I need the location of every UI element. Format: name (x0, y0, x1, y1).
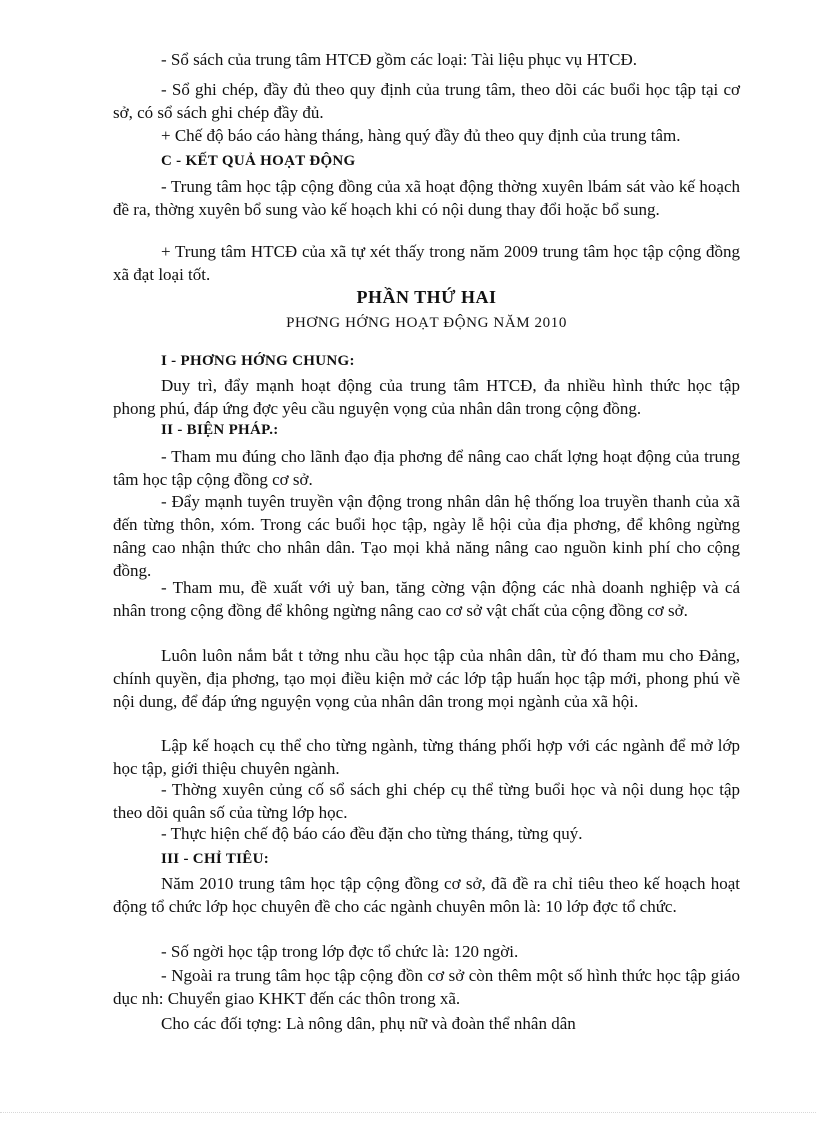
heading-measures: II - BIỆN PHÁP.: (161, 422, 279, 438)
paragraph-target-groups: Cho các đối tợng: Là nông dân, phụ nữ và đoàn thể nhân dân (161, 1014, 576, 1033)
part-two-title: PHẦN THỨ HAI (356, 287, 497, 307)
paragraph-other-forms: - Ngoài ra trung tâm học tập cộng đồn cơ sở còn thêm một số hình thức học tập giáo dục nh: Chuyển giao KHKT đến các thôn trong xã. (113, 966, 740, 1008)
paragraph-propaganda: - Đẩy mạnh tuyên truyền vận động trong nhân dân hệ thống loa truyền thanh của xã đến từng thôn, xóm. Trong các buổi học tập, ngày lễ hội của địa phơng, để không ngừng nâng cao nhận thức cho nhân dân. Tạo mọi khả năng nâng cao nguồn kinh phí cho cộng đồng. (113, 492, 740, 580)
paragraph-records-notes: - Sổ ghi chép, đầy đủ theo quy định của trung tâm, theo dõi các buổi học tập tại cơ sở, có sổ sách ghi chép đầy đủ. (113, 80, 740, 122)
paragraph-records-types: - Sổ sách của trung tâm HTCĐ gồm các loại: Tài liệu phục vụ HTCĐ. (161, 50, 638, 69)
paragraph-general-direction: Duy trì, đẩy mạnh hoạt động của trung tâm HTCĐ, đa nhiều hình thức học tập phong phú, đáp ứng đợc yêu cầu nguyện vọng của nhân dân trong cộng đồng. (113, 376, 740, 418)
paragraph-consolidate-records: - Thờng xuyên củng cố sổ sách ghi chép cụ thể từng buổi học và nội dung học tập theo dõi quân số của từng lớp học. (113, 780, 740, 822)
paragraph-regular-reports: - Thực hiện chế độ báo cáo đều đặn cho từng tháng, từng quý. (161, 824, 583, 843)
paragraph-learning-needs: Luôn luôn nắm bắt t tởng nhu cầu học tập của nhân dân, từ đó tham mu cho Đảng, chính quyền, địa phơng, tạo mọi điều kiện mở các lớp tập huấn học tập mới, phong phú về nội dung, để đáp ứng nguyện vọng của nhân dân trong mọi ngành của xã hội. (113, 646, 740, 711)
paragraph-participants: - Số ngời học tập trong lớp đợc tổ chức là: 120 ngời. (161, 942, 519, 961)
heading-c-results: C - KẾT QUẢ HOẠT ĐỘNG (161, 153, 356, 169)
part-two-subtitle: PHƠNG HỚNG HOẠT ĐỘNG NĂM 2010 (286, 315, 567, 331)
paragraph-activity: - Trung tâm học tập cộng đồng của xã hoạt động thờng xuyên lbám sát vào kế hoạch đề ra, thờng xuyên bổ sung vào kế hoạch khi có nội dung thay đổi hoặc bổ sung. (113, 177, 740, 219)
page-bottom-divider (0, 1112, 816, 1113)
paragraph-self-assessment: + Trung tâm HTCĐ của xã tự xét thấy trong năm 2009 trung tâm học tập cộng đồng xã đạt loại tốt. (113, 242, 740, 284)
paragraph-sector-plans: Lập kế hoạch cụ thể cho từng ngành, từng tháng phối hợp với các ngành để mở lớp học tập, giới thiệu chuyên ngành. (113, 736, 740, 778)
heading-targets: III - CHỈ TIÊU: (161, 851, 269, 867)
paragraph-reporting: + Chế độ báo cáo hàng tháng, hàng quý đầy đủ theo quy định của trung tâm. (161, 126, 681, 145)
paragraph-targets-2010: Năm 2010 trung tâm học tập cộng đồng cơ sở, đã đề ra chỉ tiêu theo kế hoạch hoạt động tổ chức lớp học chuyên đề cho các ngành chuyên môn là: 10 lớp đợc tổ chức. (113, 874, 740, 916)
paragraph-advise-leaders: - Tham mu đúng cho lãnh đạo địa phơng để nâng cao chất lợng hoạt động của trung tâm học tập cộng đồng cơ sở. (113, 447, 740, 489)
heading-general-direction: I - PHƠNG HỚNG CHUNG: (161, 353, 355, 369)
paragraph-mobilize-businesses: - Tham mu, đề xuất với uỷ ban, tăng cờng vận động các nhà doanh nghiệp và cá nhân trong cộng đồng để không ngừng nâng cao cơ sở vật chất của cộng đồng cơ sở. (113, 578, 740, 620)
